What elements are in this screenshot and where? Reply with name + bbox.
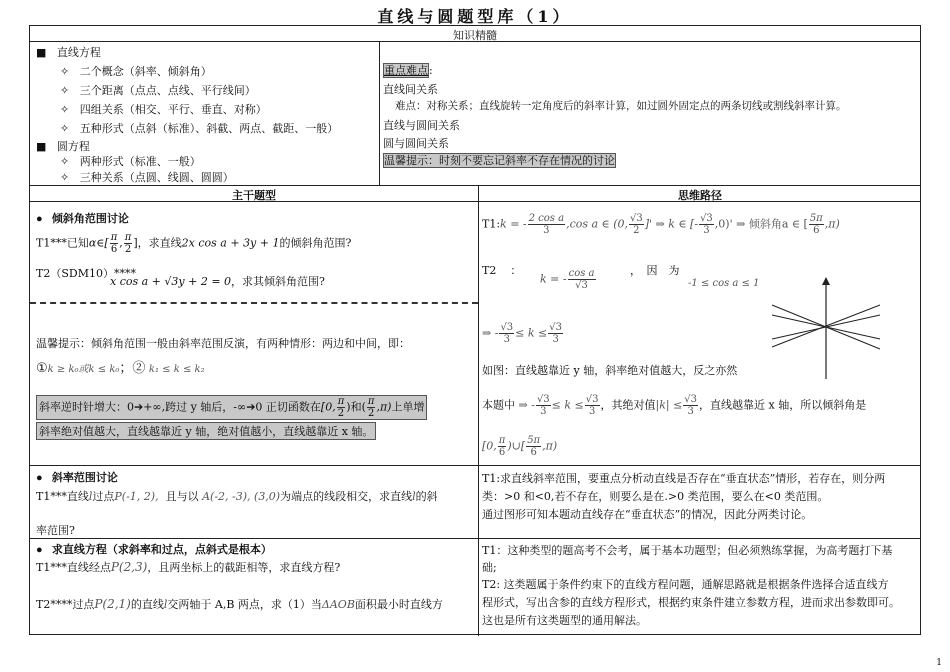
problem-t1: T1***已知α∈[ $\frac{\pi}{6}$ , $\frac{\pi}{2}$ ]，求直线2x cos a + 3y + 1的倾斜角范围? [36,232,352,255]
path-s2-line: 类：>0 和<0,若不存在，则要么是在.>0 类范围，要么在<0 类范围。 [482,490,829,503]
path-s3-line: 这也是所有这类题型的通用解法。 [482,614,647,627]
section-subtitle: 知识精髓 [453,29,497,42]
figure-caption: 如图：直线越靠近 y 轴，斜率绝对值越大，反之亦然 [482,364,738,377]
outline-item: ✧ 二个概念（斜率、倾斜角） [60,65,212,78]
path-t1: T1:k = - $\frac{\text{2 cos a}}{3}$ ,cos a ∈ (0, $\frac{√3}{2}$ ]' ⇒ k ∈ [- $\frac{√3}{3}$ ,0)' ⇒ 倾斜角a ∈ [ $\frac{5\pi}{6}$ ,π) [482,213,840,236]
path-s3-line: T2: 这类题属于条件约束下的直线方程问题，通解思路就是根据条件选择合适直线方 [482,578,889,591]
content-table [29,25,921,635]
y-axis-arrow [822,277,830,285]
path-t2-label: T2 ： [482,264,522,277]
col-header-right: 思维路径 [678,190,722,202]
problem-s2-cont: 率范围? [36,524,75,537]
dashed-separator [30,302,478,304]
divider [30,538,920,539]
path-t2-k: k = - $\frac{\text{cos a}}{√3}$ [540,268,595,291]
note-line: 直线与圆间关系 [383,119,460,132]
section-heading: ● 求直线方程（求斜率和过点，点斜式是根本） [36,544,272,556]
highlight-abs: 斜率绝对值越大，直线越靠近 y 轴，绝对值越小，直线越靠近 x 轴。 [36,422,376,440]
outline-item: ✧ 三种关系（点圆、线圆、圆圆） [60,171,234,184]
outline-item: ✧ 四组关系（相交、平行、垂直、对称） [60,103,267,116]
divider [478,185,479,636]
note-line: 圆与圆间关系 [383,137,449,150]
answer-interval: [0, $\frac{\pi}{6}$ )∪[ $\frac{5\pi}{6}$ ,π) [482,435,558,458]
highlight-monotonic: 斜率逆时针增大：0➔+∞,跨过 y 轴后，-∞➔0 正切函数在[0, $\frac{\pi}{2}$ )和( $\frac{\pi}{2}$ ,π)上单增 [36,395,427,420]
because: ， 因 为 [630,264,680,277]
cases: ①k ≥ k₀或k ≤ k₀；② k₁ ≤ k ≤ k₂ [36,361,205,376]
path-s2-line: 通过图形可知本题动直线存在“垂直状态”的情况，因此分两类讨论。 [482,508,813,521]
slope-lines-figure [768,275,884,383]
warm-tip: 温馨提示：时刻不要忘记斜率不存在情况的讨论 [384,154,615,167]
divider [30,41,920,42]
key-points-label: 重点难点: [384,64,433,77]
divider [30,185,920,186]
path-s3-line: 程形式，写出含参的直线方程形式，根据约束条件建立参数方程，进而求出参数即可。 [482,596,900,609]
problem-t2: x cos a + √3y + 2 = 0，求其倾斜角范围? [110,275,325,288]
cos-range: -1 ≤ cos a ≤ 1 [688,278,760,289]
outline-item: ■ 直线方程 [36,46,101,59]
page-number: 1 [936,658,942,668]
note-line: 难点：对称关系；直线旋转一定角度后的斜率计算，如过圆外固定点的两条切线或割线斜率计算。 [395,100,847,112]
tip-text: 温馨提示：倾斜角范围一般由斜率范围反演，有两种情形：两边和中间，即： [36,337,410,350]
outline-item: ✧ 两种形式（标准、一般） [60,155,201,168]
note-line: 直线间关系 [383,83,438,96]
divider [379,41,380,185]
path-s2-line: T1:求直线斜率范围，要重点分析动直线是否存在“垂直状态”情形，若存在，则分两 [482,472,886,485]
col-header-left: 主干题型 [232,190,276,202]
outline-item: ✧ 三个距离（点点、点线、平行线间） [60,84,256,97]
outline-item: ✧ 五种形式（点斜（标准）、斜截、两点、截距、一般） [60,122,339,135]
divider [30,465,920,466]
problem-s3-t2: T2****过点P(2,1)的直线l交两轴于 A,B 两点，求（1）当ΔAOB面积最小时直线方 [36,597,443,611]
outline-item: ■ 圆方程 [36,140,90,153]
this-problem: 本题中 ⇒ - $\frac{√3}{3}$ ≤ k ≤ $\frac{√3}{3}$ ，其绝对值|k| ≤ $\frac{√3}{3}$ ，直线越靠近 x 轴，所以倾斜角是 [482,394,867,417]
path-s3-line: T1：这种类型的题高考不会考，属于基本功题型；但必须熟练掌握，为高考题打下基 [482,544,893,557]
path-s3-line: 础; [482,561,497,574]
section-heading: ● 斜率范围讨论 [36,472,118,484]
k-range: ⇒ - $\frac{√3}{3}$ ≤ k ≤ $\frac{√3}{3}$ [482,322,562,345]
problem-s2-t1: T1***直线l过点P(-1, 2), 且与以 A(-2, -3), (3,0)为端点的线段相交，求直线l的斜 [36,490,438,503]
problem-t2-label: T2（SDM10）**** [36,267,136,280]
section-heading: ● 倾斜角范围讨论 [36,213,129,225]
page-title: 直线与圆题型库（1） [377,7,573,26]
problem-s3-t1: T1***直线经点P(2,3)，且两坐标上的截距相等，求直线方程? [36,560,341,574]
